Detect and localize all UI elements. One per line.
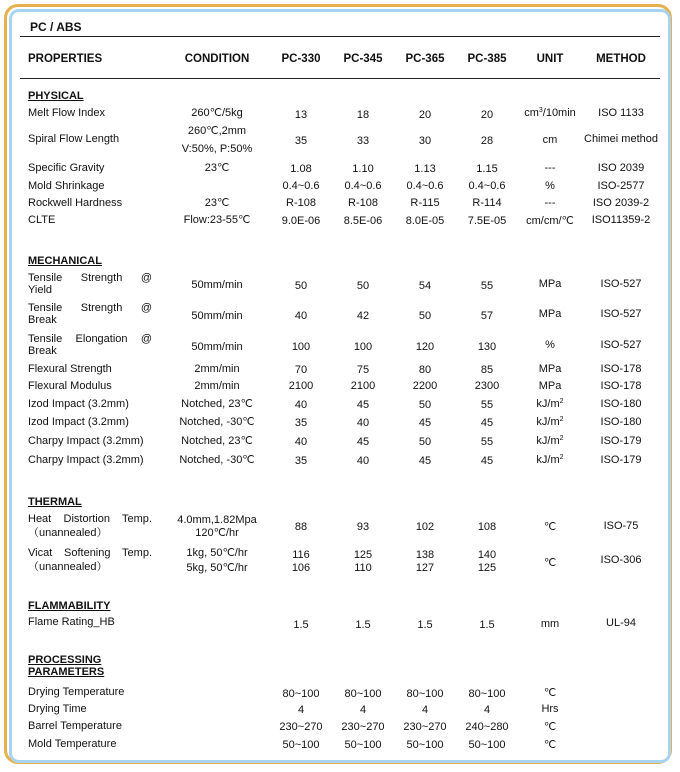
section-thermal: THERMAL [28,496,82,508]
header-pc330: PC-330 [281,53,321,65]
header-pc365: PC-365 [405,53,445,65]
section-flammability: FLAMMABILITY [28,600,111,612]
section-mechanical: MECHANICAL [28,255,102,267]
document-title: PC / ABS [30,20,82,34]
header-rule-top [20,36,660,37]
header-condition: CONDITION [184,53,250,65]
header-method: METHOD [596,53,646,65]
section-physical: PHYSICAL [28,90,84,102]
header-pc385: PC-385 [467,53,507,65]
header-pc345: PC-345 [343,53,383,65]
section-processing: PROCESSING PARAMETERS [28,654,105,678]
header-properties: PROPERTIES [28,53,103,65]
header-unit: UNIT [536,53,564,65]
header-rule-bottom [20,78,660,79]
